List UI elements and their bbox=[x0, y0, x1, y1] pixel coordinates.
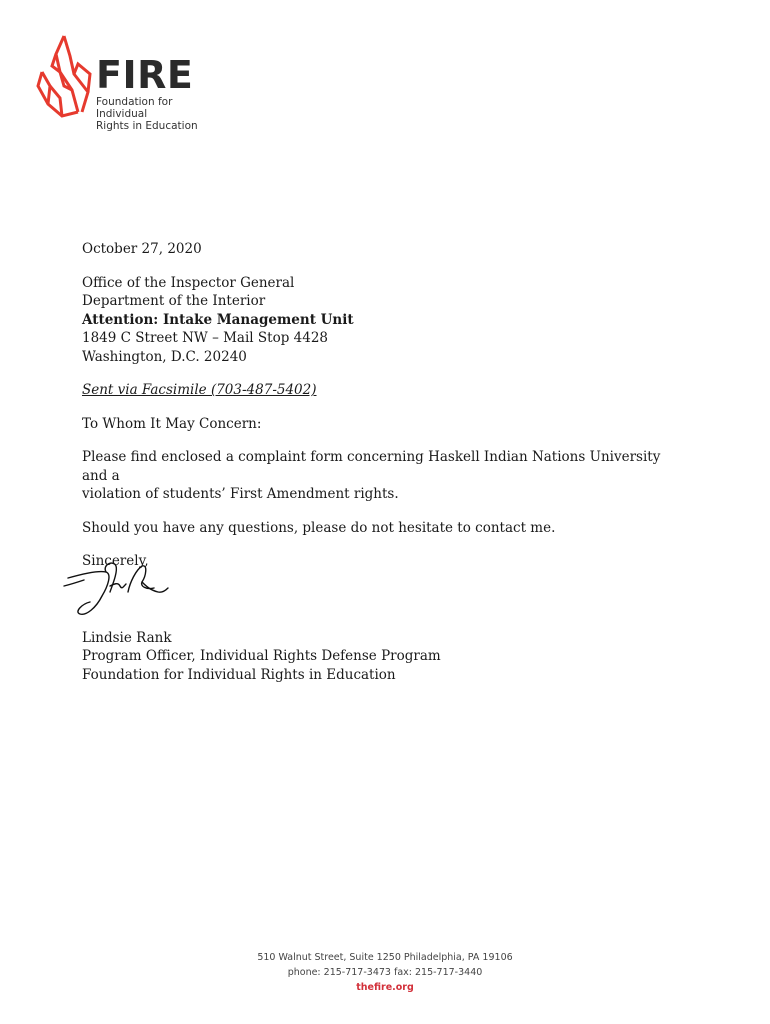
logo-subtitle-line2: Rights in Education bbox=[96, 120, 198, 132]
salutation: To Whom It May Concern: bbox=[82, 415, 262, 432]
footer-contact: phone: 215-717-3473 fax: 215-717-3440 bbox=[287, 967, 483, 978]
sent-via-note: Sent via Facsimile (703-487-5402) bbox=[82, 382, 317, 398]
signer-name: Lindsie Rank bbox=[82, 629, 172, 646]
letter-date: October 27, 2020 bbox=[82, 241, 202, 257]
fire-logo bbox=[34, 34, 224, 132]
recipient-attention: Attention: Intake Management Unit bbox=[82, 311, 354, 328]
flame-icon bbox=[34, 34, 96, 118]
handwritten-signature bbox=[62, 556, 172, 626]
recipient-block bbox=[82, 274, 682, 367]
letterhead-footer bbox=[0, 950, 770, 995]
logo-subtitle bbox=[96, 96, 224, 132]
letter-body bbox=[82, 240, 682, 684]
signer-organization: Foundation for Individual Rights in Education bbox=[82, 666, 396, 683]
closing: Sincerely, bbox=[82, 553, 149, 569]
recipient-street: 1849 C Street NW – Mail Stop 4428 bbox=[82, 330, 328, 346]
body-paragraph-1-line-1: Please find enclosed a complaint form concerning Haskell Indian Nations University and a bbox=[82, 449, 661, 484]
logo-wordmark: FIRE bbox=[96, 53, 194, 97]
footer-website-link[interactable]: thefire.org bbox=[356, 982, 414, 993]
signer-title: Program Officer, Individual Rights Defense Program bbox=[82, 648, 441, 664]
recipient-line-2: Department of the Interior bbox=[82, 293, 266, 309]
recipient-line-1: Office of the Inspector General bbox=[82, 274, 295, 291]
body-paragraph-1-line-2: violation of students’ First Amendment rights. bbox=[82, 486, 399, 502]
recipient-city: Washington, D.C. 20240 bbox=[82, 348, 247, 365]
logo-subtitle-line1: Foundation for Individual bbox=[96, 96, 173, 120]
footer-address: 510 Walnut Street, Suite 1250 Philadelphia, PA 19106 bbox=[257, 952, 513, 963]
body-paragraph-2: Should you have any questions, please do not hesitate to contact me. bbox=[82, 519, 556, 536]
